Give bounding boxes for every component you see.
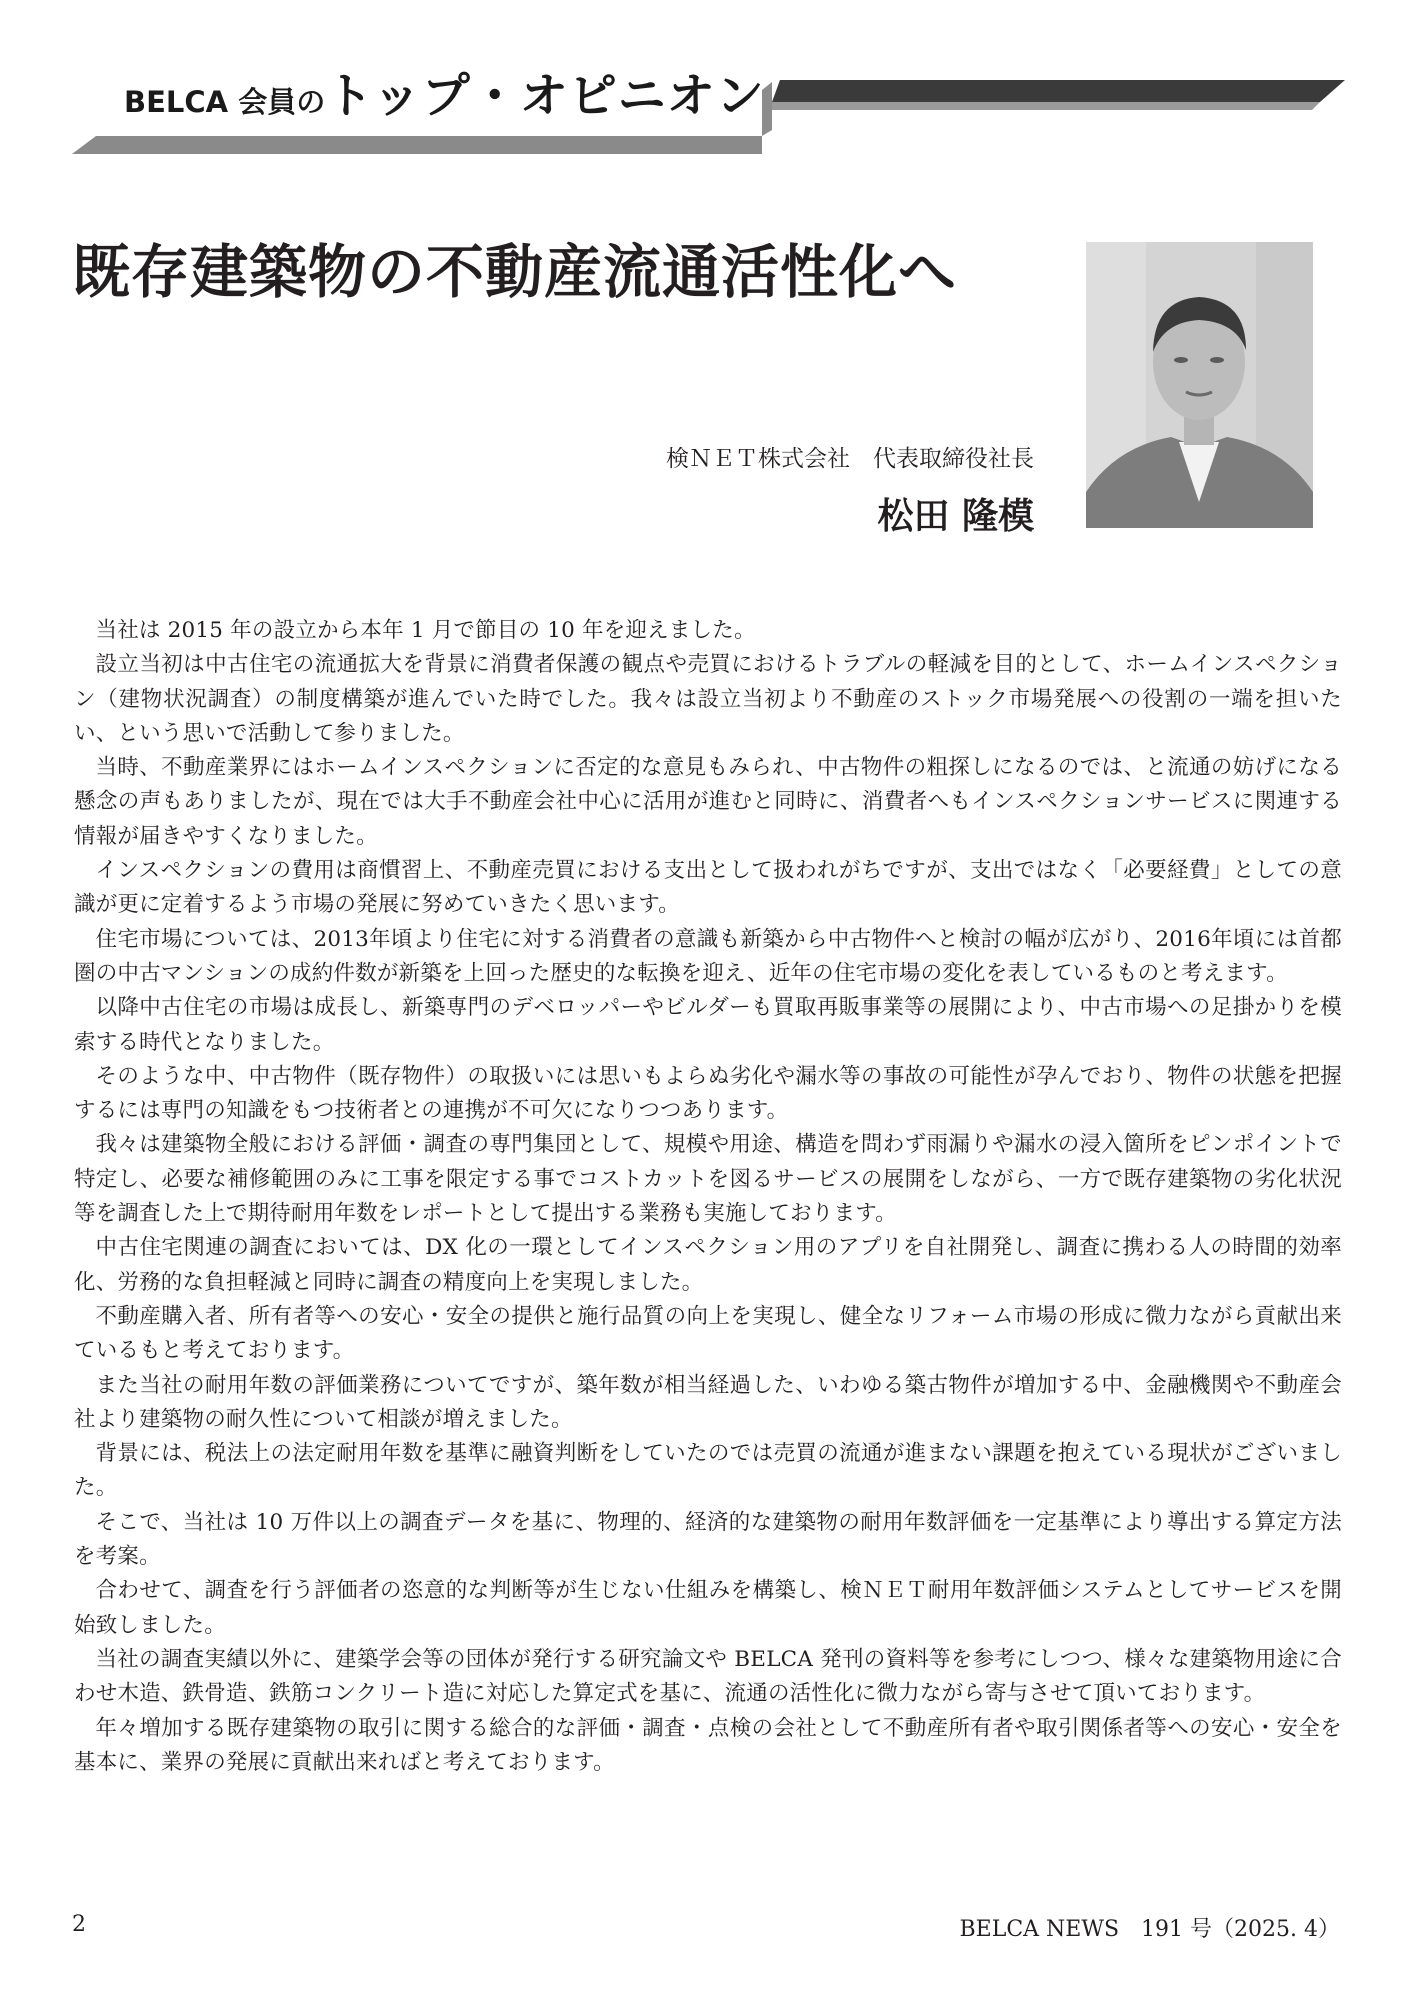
author-name: 松田 隆模 <box>877 495 1034 537</box>
article-body <box>74 614 1342 1780</box>
body-paragraph: 住宅市場については、2013年頃より住宅に対する消費者の意識も新築から中古物件へと検討の幅が広がり、2016年頃には首都圏の中古マンションの成約件数が新築を上回った歴史的な転換を迎え、近年の住宅市場の変化を表しているものと考えます。 <box>74 926 1342 986</box>
body-paragraph: 合わせて、調査を行う評価者の恣意的な判断等が生じない仕組みを構築し、検ＮＥＴ耐用年数評価システムとしてサービスを開始致しました。 <box>74 1578 1342 1638</box>
author-portrait-icon <box>1086 242 1313 528</box>
banner-prefix: BELCA 会員の <box>124 85 326 119</box>
article-title: 既存建築物の不動産流通活性化へ <box>72 238 958 306</box>
body-paragraph: 当社は 2015 年の設立から本年 1 月で節目の 10 年を迎えました。 <box>95 618 756 643</box>
banner-title <box>124 68 765 124</box>
body-paragraph: 年々増加する既存建築物の取引に関する総合的な評価・調査・点検の会社として不動産所有者や取引関係者等への安心・安全を基本に、業界の発展に貢献出来ればと考えております。 <box>74 1715 1342 1775</box>
page-number: 2 <box>72 1912 86 1937</box>
banner-series-title: トップ・オピニオン <box>325 68 765 124</box>
body-paragraph: そこで、当社は 10 万件以上の調査データを基に、物理的、経済的な建築物の耐用年数評価を一定基準により導出する算定方法を考案。 <box>74 1509 1342 1570</box>
body-paragraph: 背景には、税法上の法定耐用年数を基準に融資判断をしていたのでは売買の流通が進まない課題を抱えている現状がございました。 <box>74 1441 1342 1501</box>
author-organization: 検ＮＥＴ株式会社 代表取締役社長 <box>666 446 1034 472</box>
body-paragraph: インスペクションの費用は商慣習上、不動産売買における支出として扱われがちですが、支出ではなく「必要経費」としての意識が更に定着するよう市場の発展に努めていきたく思います。 <box>74 858 1342 918</box>
publication-info: BELCA NEWS 191 号（2025. 4） <box>959 1917 1340 1942</box>
body-paragraph: そのような中、中古物件（既存物件）の取扱いには思いもよらぬ劣化や漏水等の事故の可能性が孕んでおり、物件の状態を把握するには専門の知識をもつ技術者との連携が不可欠になりつつあります。 <box>74 1063 1342 1124</box>
body-paragraph: 我々は建築物全般における評価・調査の専門集団として、規模や用途、構造を問わず雨漏りや漏水の浸入箇所をピンポイントで特定し、必要な補修範囲のみに工事を限定する事でコストカットを図るサービスの展開をしながら、一方で既存建築物の劣化状況等を調査した上で期待耐用年数をレポートとして提出する業務も実施しております。 <box>74 1132 1342 1227</box>
body-paragraph: 不動産購入者、所有者等への安心・安全の提供と施行品質の向上を実現し、健全なリフォーム市場の形成に微力ながら貢献出来ているもと考えております。 <box>74 1303 1342 1364</box>
body-paragraph: 中古住宅関連の調査においては、DX 化の一環としてインスペクション用のアプリを自社開発し、調査に携わる人の時間的効率化、労務的な負担軽減と同時に調査の精度向上を実現しました。 <box>74 1235 1342 1295</box>
body-paragraph: 当時、不動産業界にはホームインスペクションに否定的な意見もみられ、中古物件の粗探しになるのでは、と流通の妨げになる懸念の声もありましたが、現在では大手不動産会社中心に活用が進むと同時に、消費者へもインスペクションサービスに関連する情報が届きやすくなりました。 <box>74 755 1342 849</box>
series-banner <box>0 0 1414 170</box>
body-paragraph: 当社の調査実績以外に、建築学会等の団体が発行する研究論文や BELCA 発刊の資料等を参考にしつつ、様々な建築物用途に合わせ木造、鉄骨造、鉄筋コンクリート造に対応した算定式を基に、流通の活性化に微力ながら寄与させて頂いております。 <box>74 1646 1343 1707</box>
body-paragraph: 設立当初は中古住宅の流通拡大を背景に消費者保護の観点や売買におけるトラブルの軽減を目的として、ホームインスペクション（建物状況調査）の制度構築が進んでいた時でした。我々は設立当初より不動産のストック市場発展への役割の一端を担いたい、という思いで活動して参りました。 <box>74 652 1342 746</box>
body-paragraph: また当社の耐用年数の評価業務についてですが、築年数が相当経過した、いわゆる築古物件が増加する中、金融機関や不動産会社より建築物の耐久性について相談が増えました。 <box>74 1372 1342 1432</box>
body-paragraph: 以降中古住宅の市場は成長し、新築専門のデベロッパーやビルダーも買取再販事業等の展開により、中古市場への足掛かりを模索する時代となりました。 <box>74 995 1342 1055</box>
